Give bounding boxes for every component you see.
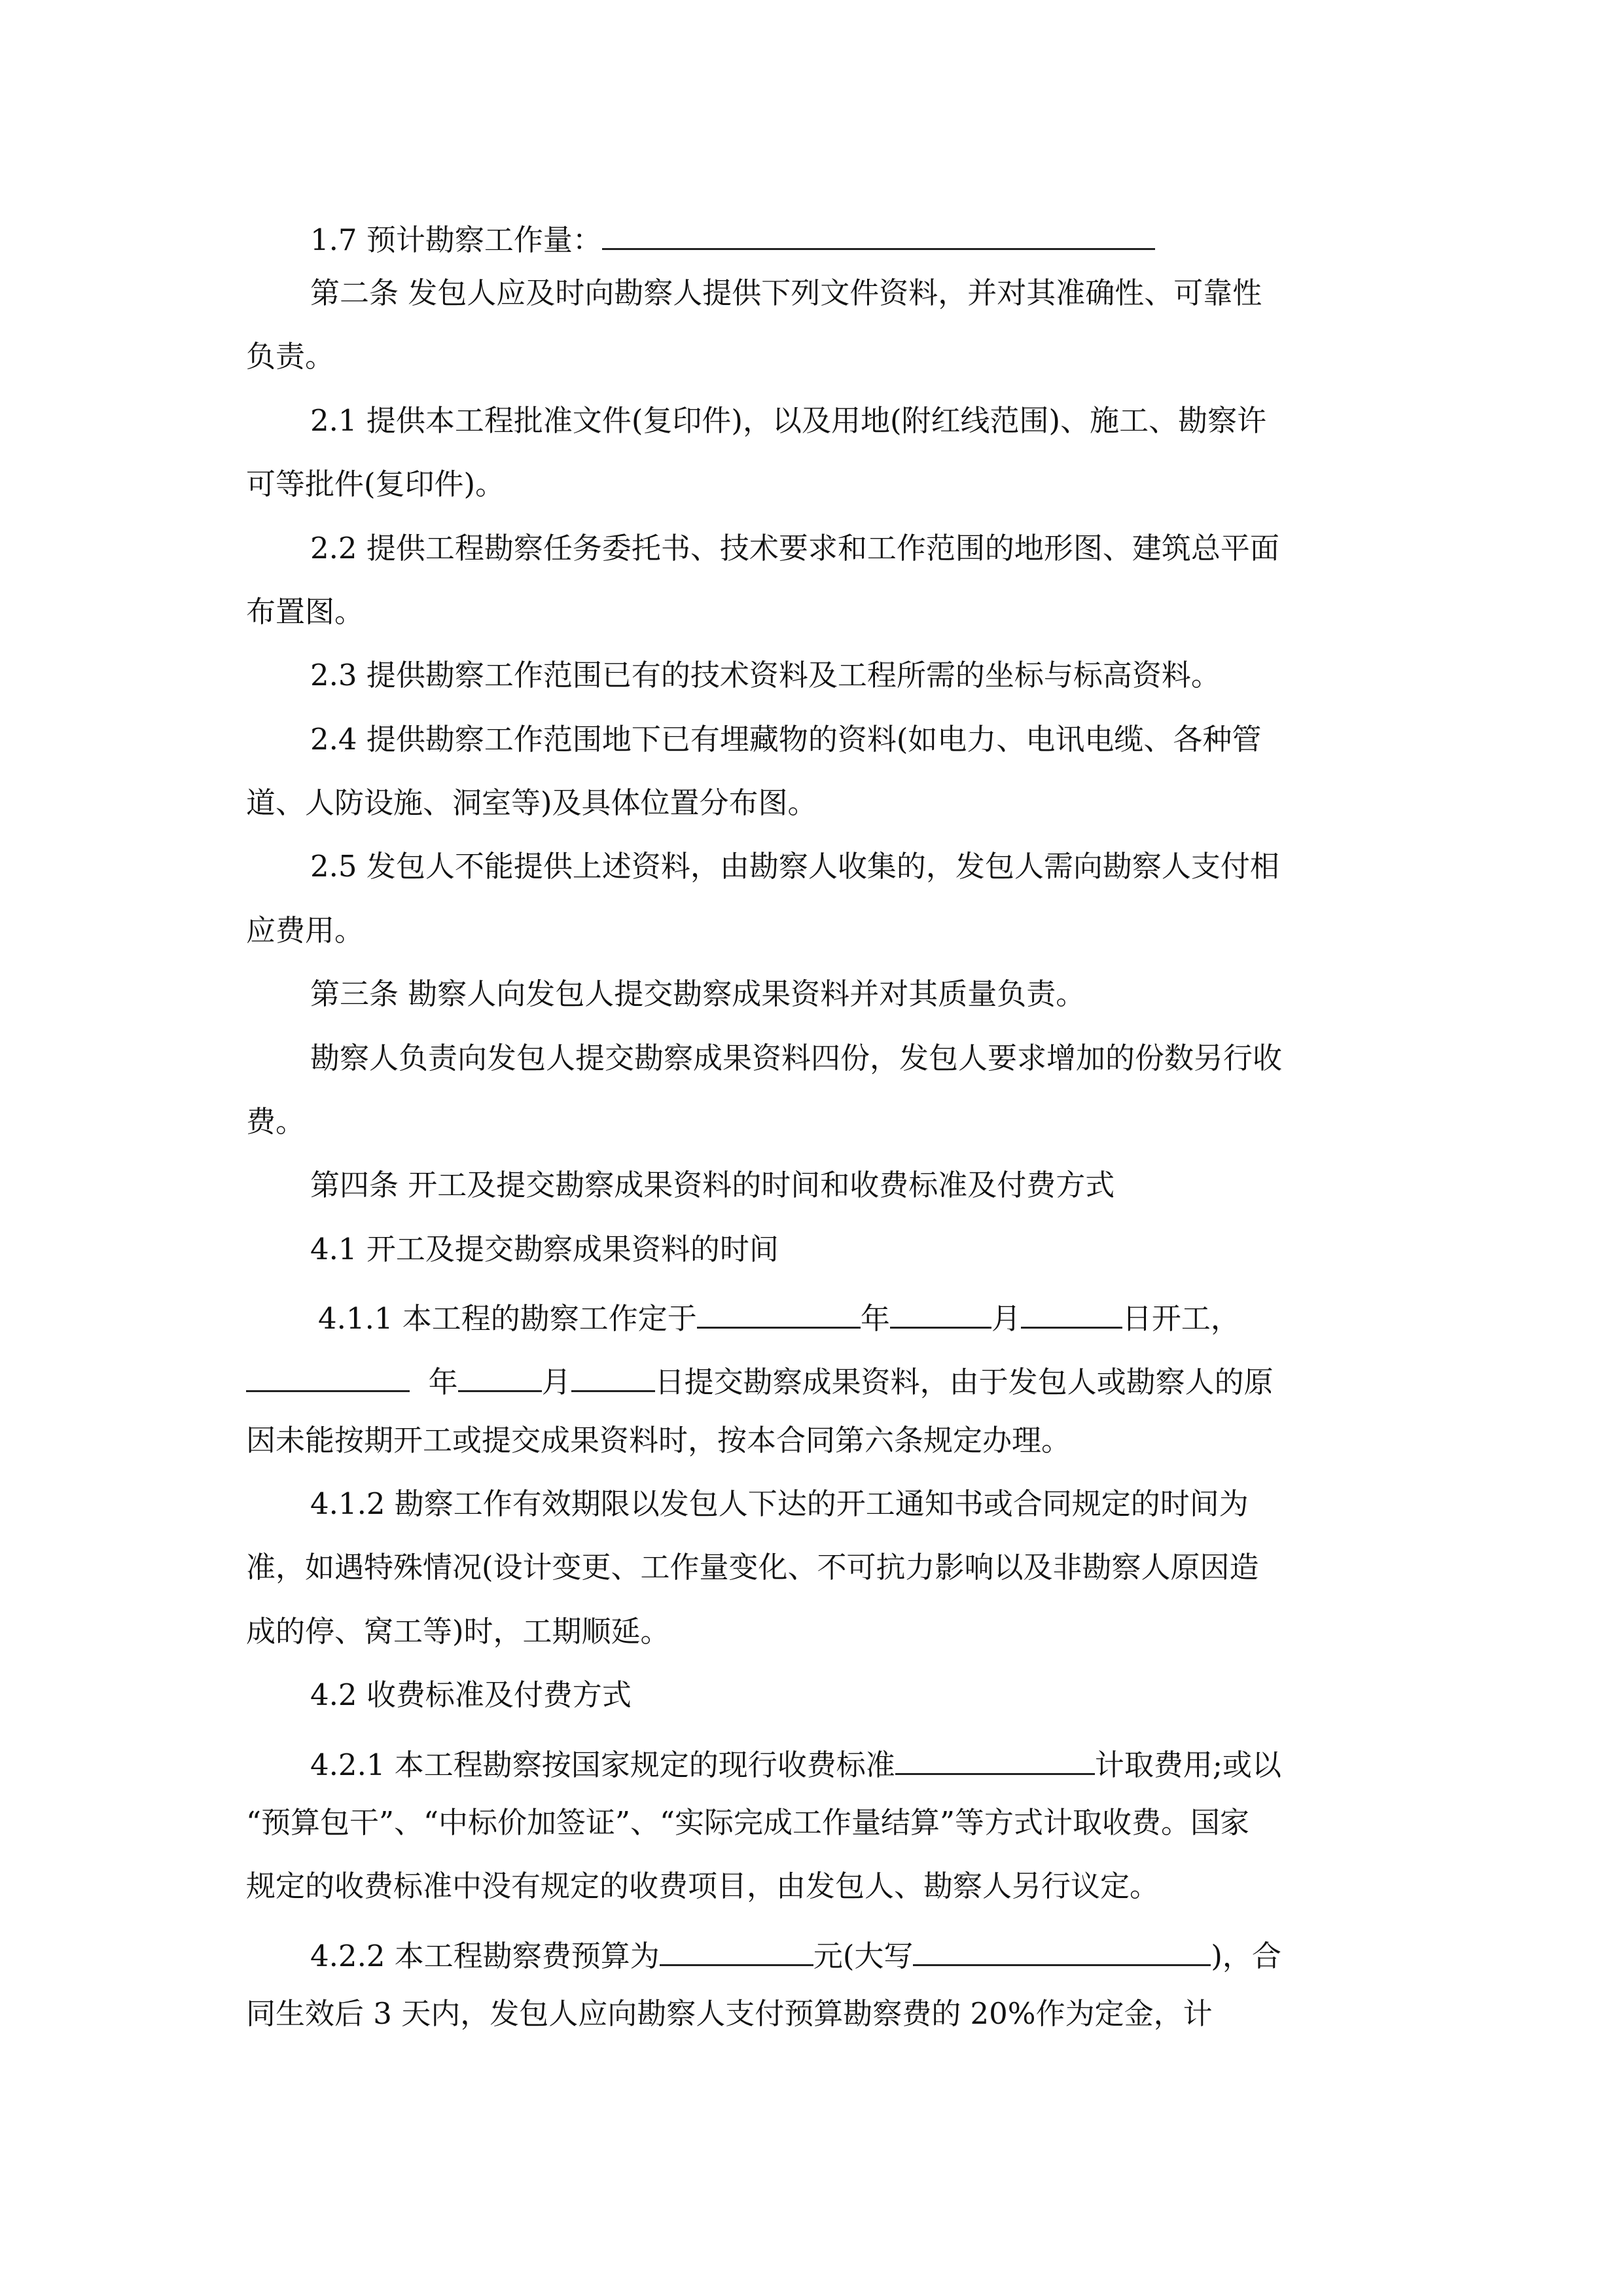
clause-4-1-2: 4.1.2 勘察工作有效期限以发包人下达的开工通知书或合同规定的时间为 bbox=[310, 1486, 1249, 1521]
fill-in-blank[interactable] bbox=[246, 1361, 410, 1392]
text-line: 应费用。 bbox=[246, 913, 365, 948]
clause-4-2: 4.2 收费标准及付费方式 bbox=[310, 1677, 632, 1712]
clause-2-3: 2.3 提供勘察工作范围已有的技术资料及工程所需的坐标与标高资料。 bbox=[310, 658, 1221, 692]
clause-4-2-2 bbox=[310, 1935, 1281, 1971]
text-line: 布置图。 bbox=[246, 594, 365, 629]
text-segment: 日开工， bbox=[1122, 1301, 1240, 1336]
text-segment: 年 bbox=[860, 1301, 890, 1336]
text-line: 负责。 bbox=[246, 339, 335, 374]
article-2-heading: 第二条 发包人应及时向勘察人提供下列文件资料，并对其准确性、可靠性 bbox=[310, 276, 1262, 310]
text-segment: 4.1.1 本工程的勘察工作定于 bbox=[318, 1301, 697, 1336]
fill-in-blank[interactable] bbox=[890, 1298, 991, 1329]
text-line: 道、人防设施、洞室等)及具体位置分布图。 bbox=[246, 785, 817, 820]
fill-in-blank[interactable] bbox=[571, 1361, 655, 1392]
fill-in-blank[interactable] bbox=[697, 1298, 861, 1329]
text-segment: 年 bbox=[428, 1365, 458, 1399]
fill-in-blank[interactable] bbox=[458, 1361, 542, 1392]
clause-2-4: 2.4 提供勘察工作范围地下已有埋藏物的资料(如电力、电讯电缆、各种管 bbox=[310, 722, 1262, 757]
text-line bbox=[246, 1361, 1274, 1397]
text-segment: 计取费用;或以 bbox=[1094, 1748, 1281, 1782]
text-line: “预算包干”、“中标价加签证”、“实际完成工作量结算”等方式计取收费。国家 bbox=[246, 1805, 1250, 1840]
text-segment: 月 bbox=[991, 1301, 1021, 1336]
text-line: 可等批件(复印件)。 bbox=[246, 467, 505, 501]
text-segment: 4.2.2 本工程勘察费预算为 bbox=[310, 1939, 660, 1973]
text-segment: 1.7 预计勘察工作量： bbox=[310, 223, 602, 257]
text-line: 成的停、窝工等)时，工期顺延。 bbox=[246, 1614, 670, 1649]
clause-2-2: 2.2 提供工程勘察任务委托书、技术要求和工作范围的地形图、建筑总平面 bbox=[310, 531, 1279, 565]
text-line: 费。 bbox=[246, 1104, 306, 1139]
text-segment: )，合 bbox=[1211, 1939, 1281, 1973]
clause-4-2-1 bbox=[310, 1744, 1281, 1780]
text-segment: 4.2.1 本工程勘察按国家规定的现行收费标准 bbox=[310, 1748, 895, 1782]
article-3-heading: 第三条 勘察人向发包人提交勘察成果资料并对其质量负责。 bbox=[310, 977, 1086, 1011]
clause-4-1-1 bbox=[318, 1298, 1240, 1336]
clause-2-5: 2.5 发包人不能提供上述资料，由勘察人收集的，发包人需向勘察人支付相 bbox=[310, 849, 1279, 884]
fill-in-blank[interactable] bbox=[602, 219, 1155, 250]
text-segment: 日提交勘察成果资料，由于发包人或勘察人的原 bbox=[654, 1365, 1274, 1399]
text-line: 勘察人负责向发包人提交勘察成果资料四份，发包人要求增加的份数另行收 bbox=[310, 1041, 1283, 1075]
text-line: 规定的收费标准中没有规定的收费项目，由发包人、勘察人另行议定。 bbox=[246, 1869, 1160, 1903]
text-segment: 月 bbox=[541, 1365, 571, 1399]
fill-in-blank[interactable] bbox=[660, 1935, 813, 1966]
fill-in-blank[interactable] bbox=[895, 1744, 1095, 1775]
text-line: 同生效后 3 天内，发包人应向勘察人支付预算勘察费的 20%作为定金，计 bbox=[246, 1996, 1213, 2031]
fill-in-blank[interactable] bbox=[913, 1935, 1211, 1966]
clause-4-1: 4.1 开工及提交勘察成果资料的时间 bbox=[310, 1232, 779, 1266]
article-4-heading: 第四条 开工及提交勘察成果资料的时间和收费标准及付费方式 bbox=[310, 1168, 1115, 1202]
clause-1-7 bbox=[310, 219, 1155, 255]
fill-in-blank[interactable] bbox=[1021, 1298, 1122, 1329]
text-line: 因未能按期开工或提交成果资料时，按本合同第六条规定办理。 bbox=[246, 1423, 1071, 1458]
text-line: 准，如遇特殊情况(设计变更、工作量变化、不可抗力影响以及非勘察人原因造 bbox=[246, 1550, 1259, 1585]
clause-2-1: 2.1 提供本工程批准文件(复印件)，以及用地(附红线范围)、施工、勘察许 bbox=[310, 403, 1267, 438]
text-segment: 元(大写 bbox=[813, 1939, 914, 1973]
